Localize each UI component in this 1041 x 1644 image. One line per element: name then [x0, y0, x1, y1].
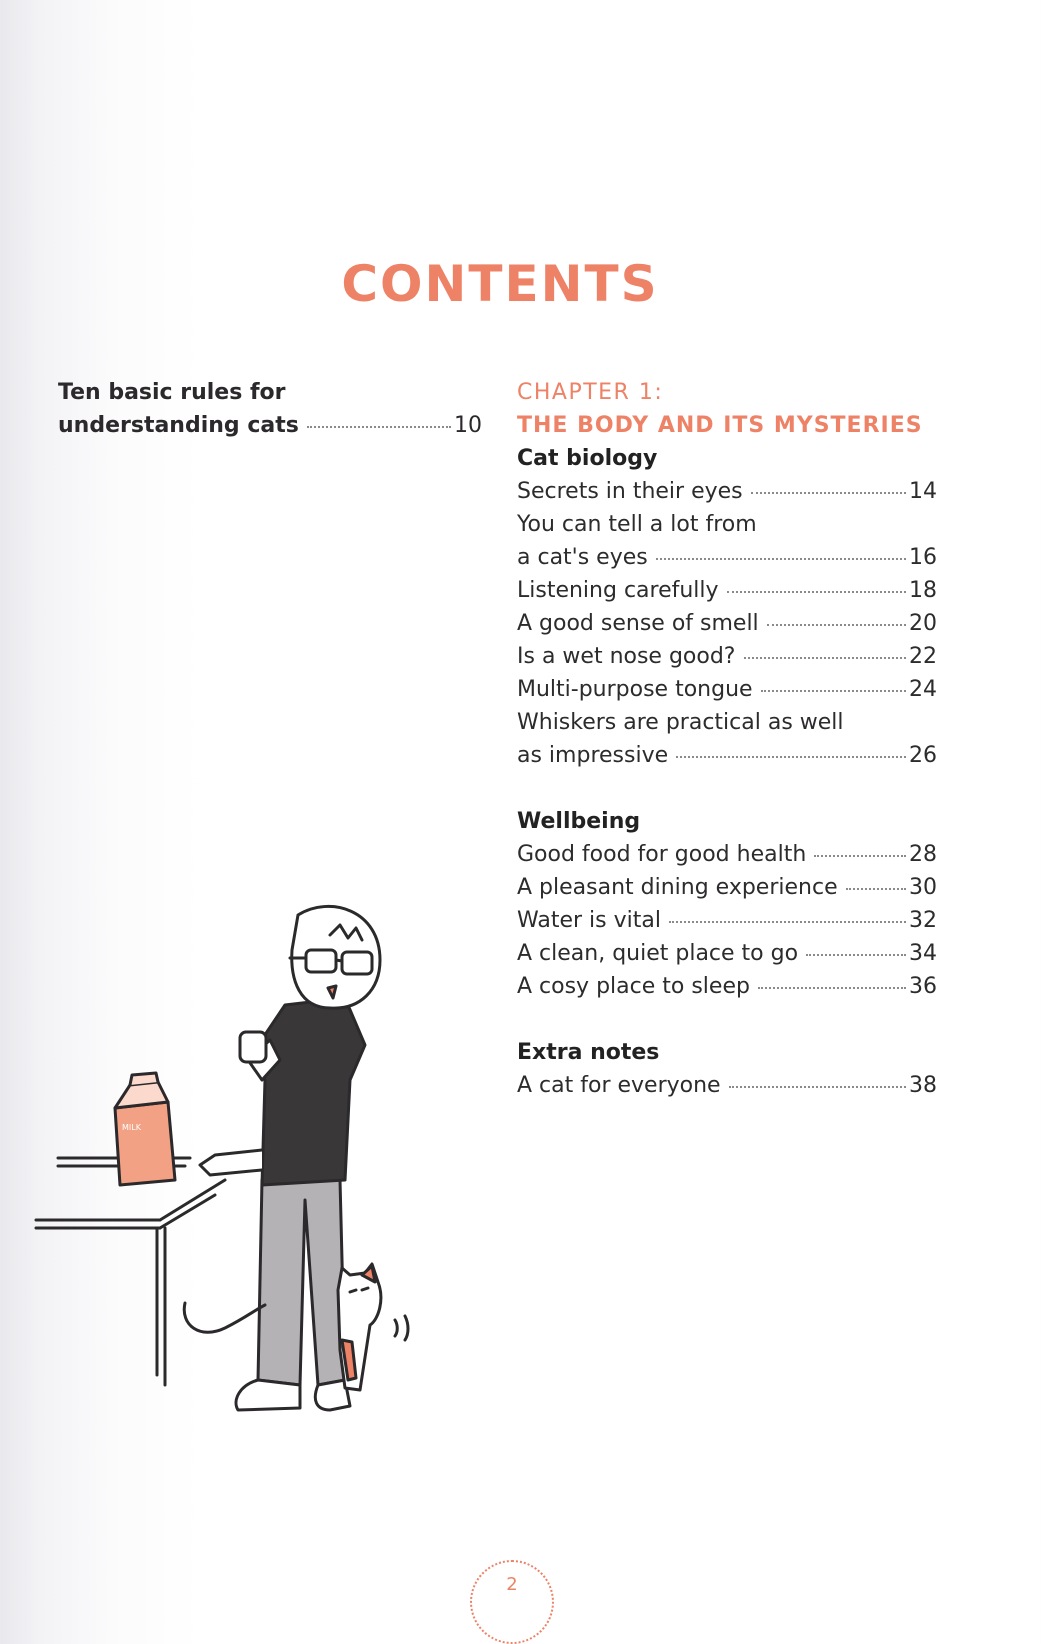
- toc-entry-page: 34: [909, 941, 937, 966]
- toc-entry-page: 24: [909, 677, 937, 702]
- toc-entry[interactable]: [517, 574, 937, 607]
- toc-entry[interactable]: [517, 673, 937, 706]
- intro-entry-line2: understanding cats: [58, 413, 299, 438]
- dot-leader: [729, 1086, 906, 1088]
- section-heading: Wellbeing: [517, 809, 641, 834]
- section-heading: Extra notes: [517, 1040, 660, 1065]
- toc-entry[interactable]: [517, 970, 937, 1003]
- dot-leader: [727, 591, 906, 593]
- section-heading: Cat biology: [517, 446, 658, 471]
- chapter-contents: [517, 376, 937, 1102]
- dot-leader: [761, 690, 906, 692]
- toc-entry[interactable]: [517, 475, 937, 508]
- toc-entry-page: 16: [909, 545, 937, 570]
- chapter-name: THE BODY AND ITS MYSTERIES: [517, 413, 923, 438]
- dot-leader: [758, 987, 906, 989]
- toc-entry-title: as impressive: [517, 743, 669, 768]
- toc-entry-title: a cat's eyes: [517, 545, 648, 570]
- intro-entry-line1: Ten basic rules for: [58, 380, 286, 405]
- toc-entry-page: 30: [909, 875, 937, 900]
- toc-entry-title: Good food for good health: [517, 842, 807, 867]
- chapter-label: CHAPTER 1:: [517, 380, 664, 405]
- dot-leader: [669, 921, 906, 923]
- dot-leader: [751, 492, 906, 494]
- sections-list: [517, 442, 937, 1102]
- toc-entry[interactable]: [517, 838, 937, 871]
- toc-entry-title: Secrets in their eyes: [517, 479, 743, 504]
- toc-entry-title: A cosy place to sleep: [517, 974, 750, 999]
- toc-entry-title: Listening carefully: [517, 578, 719, 603]
- toc-entry-line[interactable]: You can tell a lot from: [517, 512, 757, 537]
- milk-carton-icon: [115, 1073, 175, 1185]
- toc-entry[interactable]: [517, 739, 937, 772]
- toc-entry[interactable]: [517, 937, 937, 970]
- toc-entry-title: A cat for everyone: [517, 1073, 721, 1098]
- dot-leader: [806, 954, 906, 956]
- toc-entry-title: A good sense of smell: [517, 611, 759, 636]
- contents-title: CONTENTS: [341, 255, 659, 313]
- toc-entry-page: 38: [909, 1073, 937, 1098]
- dot-leader: [307, 426, 451, 428]
- toc-entry[interactable]: [517, 541, 937, 574]
- intro-entry[interactable]: [58, 376, 482, 442]
- toc-entry-page: 28: [909, 842, 937, 867]
- toc-entry-title: Is a wet nose good?: [517, 644, 736, 669]
- toc-entry-page: 32: [909, 908, 937, 933]
- toc-entry-title: A clean, quiet place to go: [517, 941, 799, 966]
- toc-entry-page: 36: [909, 974, 937, 999]
- dot-leader: [744, 657, 907, 659]
- person-with-cat-illustration: [0, 880, 470, 1440]
- dot-leader: [846, 888, 906, 890]
- carton-label: MILK: [122, 1123, 141, 1132]
- section-spacer: [517, 772, 937, 805]
- dot-leader: [656, 558, 906, 560]
- dot-leader: [676, 756, 906, 758]
- section-spacer: [517, 1003, 937, 1036]
- toc-entry[interactable]: [517, 871, 937, 904]
- toc-entry-title: Multi-purpose tongue: [517, 677, 753, 702]
- toc-entry[interactable]: [517, 904, 937, 937]
- toc-entry[interactable]: [517, 640, 937, 673]
- dot-leader: [814, 855, 906, 857]
- intro-entry-page: 10: [454, 413, 482, 438]
- toc-entry-page: 18: [909, 578, 937, 603]
- page-number: 2: [506, 1574, 518, 1595]
- page-number-badge: [470, 1560, 554, 1644]
- toc-entry[interactable]: [517, 607, 937, 640]
- toc-entry-page: 14: [909, 479, 937, 504]
- table-icon: [36, 1158, 225, 1385]
- toc-entry-page: 20: [909, 611, 937, 636]
- toc-entry-title: A pleasant dining experience: [517, 875, 838, 900]
- dot-leader: [767, 624, 906, 626]
- toc-entry-title: Water is vital: [517, 908, 661, 933]
- toc-entry[interactable]: [517, 1069, 937, 1102]
- toc-entry-page: 26: [909, 743, 937, 768]
- toc-entry-page: 22: [909, 644, 937, 669]
- toc-entry-line[interactable]: Whiskers are practical as well: [517, 710, 844, 735]
- intro-entry-row: [58, 409, 482, 442]
